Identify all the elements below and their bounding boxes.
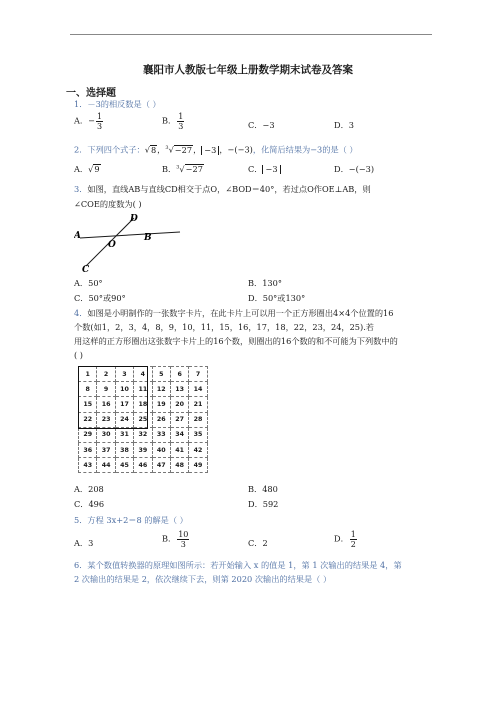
grid-cell: 27 xyxy=(170,412,188,427)
option-label: D． xyxy=(248,293,263,303)
q3-option-a xyxy=(74,278,103,289)
absolute-value: −3 xyxy=(201,146,219,155)
q5-option-d xyxy=(334,530,358,549)
question-6 xyxy=(74,560,402,571)
radicand: −27 xyxy=(185,164,203,174)
option-value: 50°或130° xyxy=(262,293,306,303)
grid-cell: 23 xyxy=(97,412,115,427)
q3-option-b xyxy=(248,278,282,289)
root-index: 3 xyxy=(165,145,169,151)
grid-cell: 16 xyxy=(97,397,115,412)
grid-cell: 10 xyxy=(115,382,133,397)
grid-cell: 47 xyxy=(152,458,170,473)
grid-cell: 28 xyxy=(189,412,207,427)
grid-cell: 22 xyxy=(79,412,97,427)
grid-cell: 35 xyxy=(189,427,207,442)
question-number: 6． xyxy=(74,560,88,570)
grid-cell: 6 xyxy=(170,367,188,382)
question-text: 如图是小明制作的一张数字卡片，在此卡片上可以用一个正方形圈出4×4个位置的16 xyxy=(87,308,394,318)
section-heading: 一、选择题 xyxy=(66,88,116,99)
grid-cell: 34 xyxy=(170,427,188,442)
q1-option-b xyxy=(162,112,185,131)
q2-option-c xyxy=(248,164,281,175)
grid-cell: 36 xyxy=(79,442,97,457)
option-label: A． xyxy=(74,278,89,288)
denominator: 3 xyxy=(96,122,103,131)
q1-option-c xyxy=(248,120,275,131)
fraction xyxy=(177,530,189,549)
numerator: 1 xyxy=(178,112,184,121)
q2-option-b: B．$^3$√−27 xyxy=(162,164,203,174)
q4-option-d xyxy=(248,499,278,510)
label-d: D xyxy=(130,214,138,224)
question-1 xyxy=(74,99,161,110)
grid-cell: 38 xyxy=(115,442,133,457)
option-label: D． xyxy=(334,164,349,174)
question-text: 用这样的正方形圈出这张数字卡片上的16个数，则圈出的16个数的和不可能为下列数中的 xyxy=(74,336,398,346)
grid-cell: 29 xyxy=(79,427,97,442)
option-value: 3 xyxy=(88,538,94,548)
q1-option-a xyxy=(74,112,104,131)
question-number: 4． xyxy=(74,308,88,318)
question-4-line-2 xyxy=(74,322,374,333)
line-ab xyxy=(80,232,180,238)
page-title: 襄阳市人教版七年级上册数学期末试卷及答案 xyxy=(143,64,353,76)
grid-cell: 26 xyxy=(152,412,170,427)
question-text: 如图，直线AB与直线CD相交于点O，∠BOD＝40°，若过点O作OE⊥AB，则 xyxy=(87,184,371,194)
grid-cell: 3 xyxy=(115,367,133,382)
grid-cell: 1 xyxy=(79,367,97,382)
option-label: A． xyxy=(74,115,89,126)
question-2: 2．下列四个式子：√8，$^3$√−27， −3 ，−(−3)，化简后结果为−3的是（ ） xyxy=(74,144,358,155)
option-label: D． xyxy=(248,499,263,509)
option-label: D． xyxy=(334,120,349,130)
option-label: A． xyxy=(74,484,89,494)
grid-cell: 46 xyxy=(134,458,152,473)
denominator: 3 xyxy=(180,540,186,549)
fraction xyxy=(350,530,357,549)
grid-cell: 41 xyxy=(170,442,188,457)
grid-cell: 13 xyxy=(170,382,188,397)
grid-cell: 40 xyxy=(152,442,170,457)
option-label: C． xyxy=(74,499,89,509)
grid-cell: 4 xyxy=(134,367,152,382)
option-label: C． xyxy=(248,120,263,130)
numerator: 10 xyxy=(178,530,189,539)
q4-option-a xyxy=(74,484,104,495)
question-4 xyxy=(74,308,393,319)
grid-cell: 44 xyxy=(97,458,115,473)
radicand: 9 xyxy=(94,164,100,174)
option-value: 2 xyxy=(262,538,268,548)
question-text: 2 次输出的结果是 2，依次继续下去，则第 2020 次输出的结果是（ ） xyxy=(74,574,332,584)
grid-cell: 31 xyxy=(115,427,133,442)
option-label: C． xyxy=(248,538,263,548)
question-number: 3． xyxy=(74,184,88,194)
numerator: 1 xyxy=(350,530,356,539)
radicand: 8 xyxy=(150,144,157,155)
radicand: −27 xyxy=(174,144,193,155)
option-label: B． xyxy=(162,115,177,126)
question-number: 5． xyxy=(74,515,88,525)
option-value: 130° xyxy=(262,278,282,288)
grid-row xyxy=(79,442,208,457)
option-label: B． xyxy=(162,533,177,544)
grid-cell: 19 xyxy=(152,397,170,412)
option-label: A． xyxy=(74,538,89,548)
grid-cell: 11 xyxy=(134,382,152,397)
question-text: ，化简后结果为−3的是（ ） xyxy=(252,144,358,155)
question-number: 2． xyxy=(74,144,88,155)
q4-option-c xyxy=(74,499,104,510)
grid-cell: 18 xyxy=(134,397,152,412)
grid-row xyxy=(79,458,208,473)
option-label: A． xyxy=(74,164,89,174)
option-label: B． xyxy=(248,484,263,494)
grid-cell: 12 xyxy=(152,382,170,397)
denominator: 3 xyxy=(178,122,184,131)
q5-option-c xyxy=(248,538,268,549)
question-6-line-2 xyxy=(74,574,331,585)
numerator: 1 xyxy=(96,112,103,121)
option-label: C． xyxy=(248,164,263,174)
grid-cell: 20 xyxy=(170,397,188,412)
option-label: C． xyxy=(74,293,89,303)
question-3 xyxy=(74,184,371,195)
grid-cell: 17 xyxy=(115,397,133,412)
option-value: −3 xyxy=(262,120,275,130)
grid-cell: 48 xyxy=(170,458,188,473)
q2-option-d xyxy=(334,164,374,175)
grid-cell: 7 xyxy=(189,367,207,382)
grid-cell: 25 xyxy=(134,412,152,427)
grid-cell: 24 xyxy=(115,412,133,427)
option-value: 3 xyxy=(348,120,354,130)
option-value: 592 xyxy=(262,499,279,509)
grid-cell: 5 xyxy=(152,367,170,382)
absolute-value: −3 xyxy=(262,165,280,174)
q1-option-d xyxy=(334,120,354,131)
question-5 xyxy=(74,515,188,526)
header-rule xyxy=(70,34,432,35)
grid-cell: 49 xyxy=(189,458,207,473)
grid-cell: 9 xyxy=(97,382,115,397)
question-text: 下列四个式子： xyxy=(87,144,145,155)
intersecting-lines-figure xyxy=(74,212,184,274)
grid-cell: 30 xyxy=(97,427,115,442)
root-index: 3 xyxy=(176,164,180,171)
grid-cell: 43 xyxy=(79,458,97,473)
grid-cell: 33 xyxy=(152,427,170,442)
expression: −(−3) xyxy=(227,144,253,155)
grid-row xyxy=(79,427,208,442)
question-4-line-4 xyxy=(74,350,83,361)
grid-cell: 21 xyxy=(189,397,207,412)
option-value: 50° xyxy=(88,278,103,288)
question-text: 某个数值转换器的原理如图所示：若开始输入 x 的值是 1，第 1 次输出的结果是 4，第 xyxy=(87,560,402,570)
grid-cell: 32 xyxy=(134,427,152,442)
q2-option-a: A．√9 xyxy=(74,164,100,174)
question-text: 方程 3x+2＝8 的解是（ ） xyxy=(87,515,188,525)
q3-option-c xyxy=(74,293,126,304)
label-o: O xyxy=(108,240,116,250)
fraction xyxy=(96,112,103,131)
question-text: －3的相反数是（ ） xyxy=(87,99,161,109)
question-text: ∠COE的度数为( ) xyxy=(74,199,142,209)
option-label: B． xyxy=(162,164,177,174)
option-value: −(−3) xyxy=(348,164,375,174)
q5-option-a xyxy=(74,538,93,549)
grid-cell: 42 xyxy=(189,442,207,457)
option-value: 50°或90° xyxy=(88,293,126,303)
grid-cell: 14 xyxy=(189,382,207,397)
option-value: 208 xyxy=(88,484,104,494)
grid-cell: 15 xyxy=(79,397,97,412)
q4-option-b xyxy=(248,484,278,495)
grid-cell: 2 xyxy=(97,367,115,382)
option-sign: − xyxy=(88,115,95,126)
question-text: 个数(如1，2，3，4，8，9，10，11，15，16，17，18，22，23，24，25).若 xyxy=(74,322,374,332)
option-label: B． xyxy=(248,278,263,288)
grid-cell: 45 xyxy=(115,458,133,473)
question-text: ( ) xyxy=(74,350,83,360)
option-value: 496 xyxy=(88,499,105,509)
question-number: 1． xyxy=(74,99,88,109)
grid-cell: 8 xyxy=(79,382,97,397)
question-3-line-2 xyxy=(74,199,142,210)
q3-option-d xyxy=(248,293,305,304)
selection-square xyxy=(78,366,148,429)
grid-cell: 39 xyxy=(134,442,152,457)
denominator: 2 xyxy=(350,540,356,549)
label-a: A xyxy=(74,231,81,241)
question-4-line-3 xyxy=(74,336,398,347)
grid-cell: 37 xyxy=(97,442,115,457)
label-c: C xyxy=(82,265,90,274)
fraction xyxy=(177,112,184,131)
q5-option-b xyxy=(162,530,190,549)
option-label: D． xyxy=(334,533,349,544)
option-value: 480 xyxy=(262,484,278,494)
label-b: B xyxy=(144,233,152,243)
